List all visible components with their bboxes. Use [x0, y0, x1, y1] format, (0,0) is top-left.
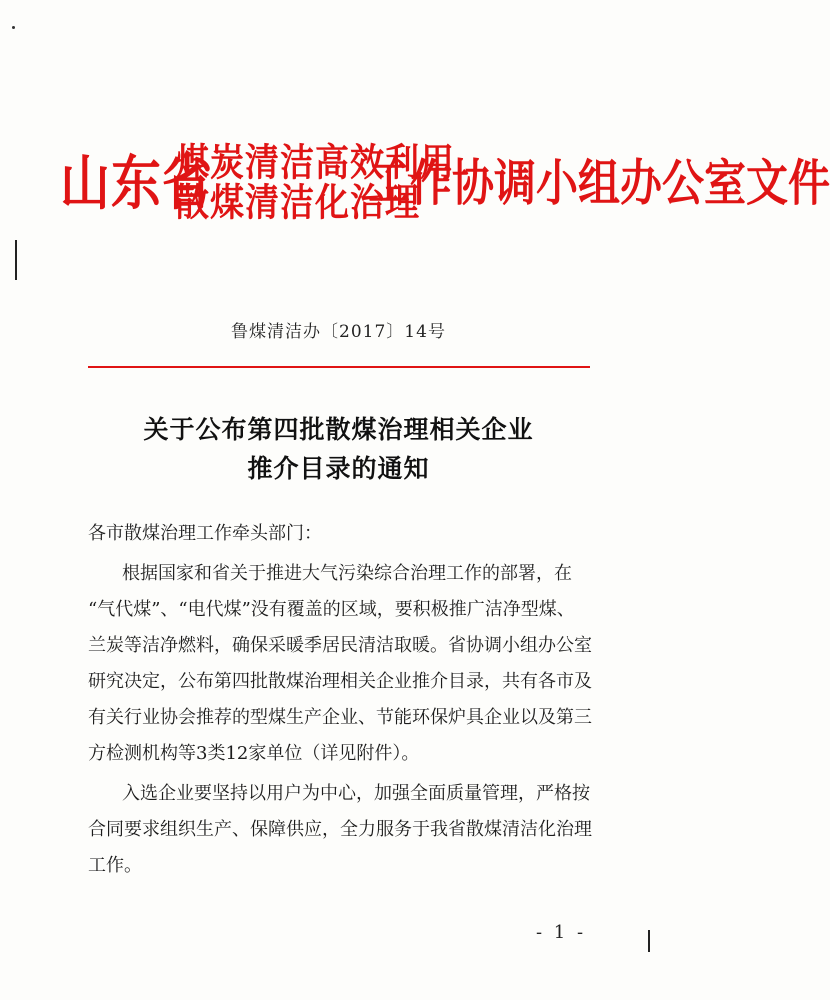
paragraph-line: “气代煤”、“电代煤”没有覆盖的区域，要积极推广洁净型煤、 — [88, 599, 575, 620]
paragraph-line: 方检测机构等3类12家单位（详见附件）。 — [88, 743, 420, 764]
paragraph-line: 研究决定，公布第四批散煤治理相关企业推介目录，共有各市及 — [88, 671, 592, 692]
paragraph-line: 兰炭等洁净燃料，确保采暖季居民清洁取暖。省协调小组办公室 — [88, 635, 592, 656]
header-stack-line-2: 散煤清洁化治理 — [175, 181, 420, 226]
document-header — [60, 135, 830, 235]
salutation: 各市散煤治理工作牵头部门： — [88, 523, 322, 544]
paragraph-line: 合同要求组织生产、保障供应，全力服务于我省散煤清洁化治理 — [88, 819, 592, 840]
header-province: 山东省 — [60, 148, 213, 218]
header-office-title: 工作协调小组办公室文件 — [368, 153, 830, 212]
paragraph-line: 根据国家和省关于推进大气污染综合治理工作的部署，在 — [122, 563, 572, 584]
red-divider — [88, 366, 590, 368]
scan-dot — [12, 26, 15, 29]
paragraph-line: 工作。 — [88, 855, 142, 876]
page-number: - 1 - — [536, 922, 587, 943]
scan-edge-mark — [15, 240, 17, 280]
document-number: 鲁煤清洁办〔2017〕14号 — [231, 322, 446, 342]
paragraph-line: 入选企业要坚持以用户为中心，加强全面质量管理，严格按 — [122, 783, 590, 804]
header-stack-line-1: 煤炭清洁高效利用 — [175, 141, 455, 186]
paragraph-line: 有关行业协会推荐的型煤生产企业、节能环保炉具企业以及第三 — [88, 707, 592, 728]
notice-title-line-2: 推介目录的通知 — [247, 454, 430, 483]
scan-edge-mark — [648, 930, 650, 952]
notice-title-line-1: 关于公布第四批散煤治理相关企业 — [143, 415, 534, 444]
